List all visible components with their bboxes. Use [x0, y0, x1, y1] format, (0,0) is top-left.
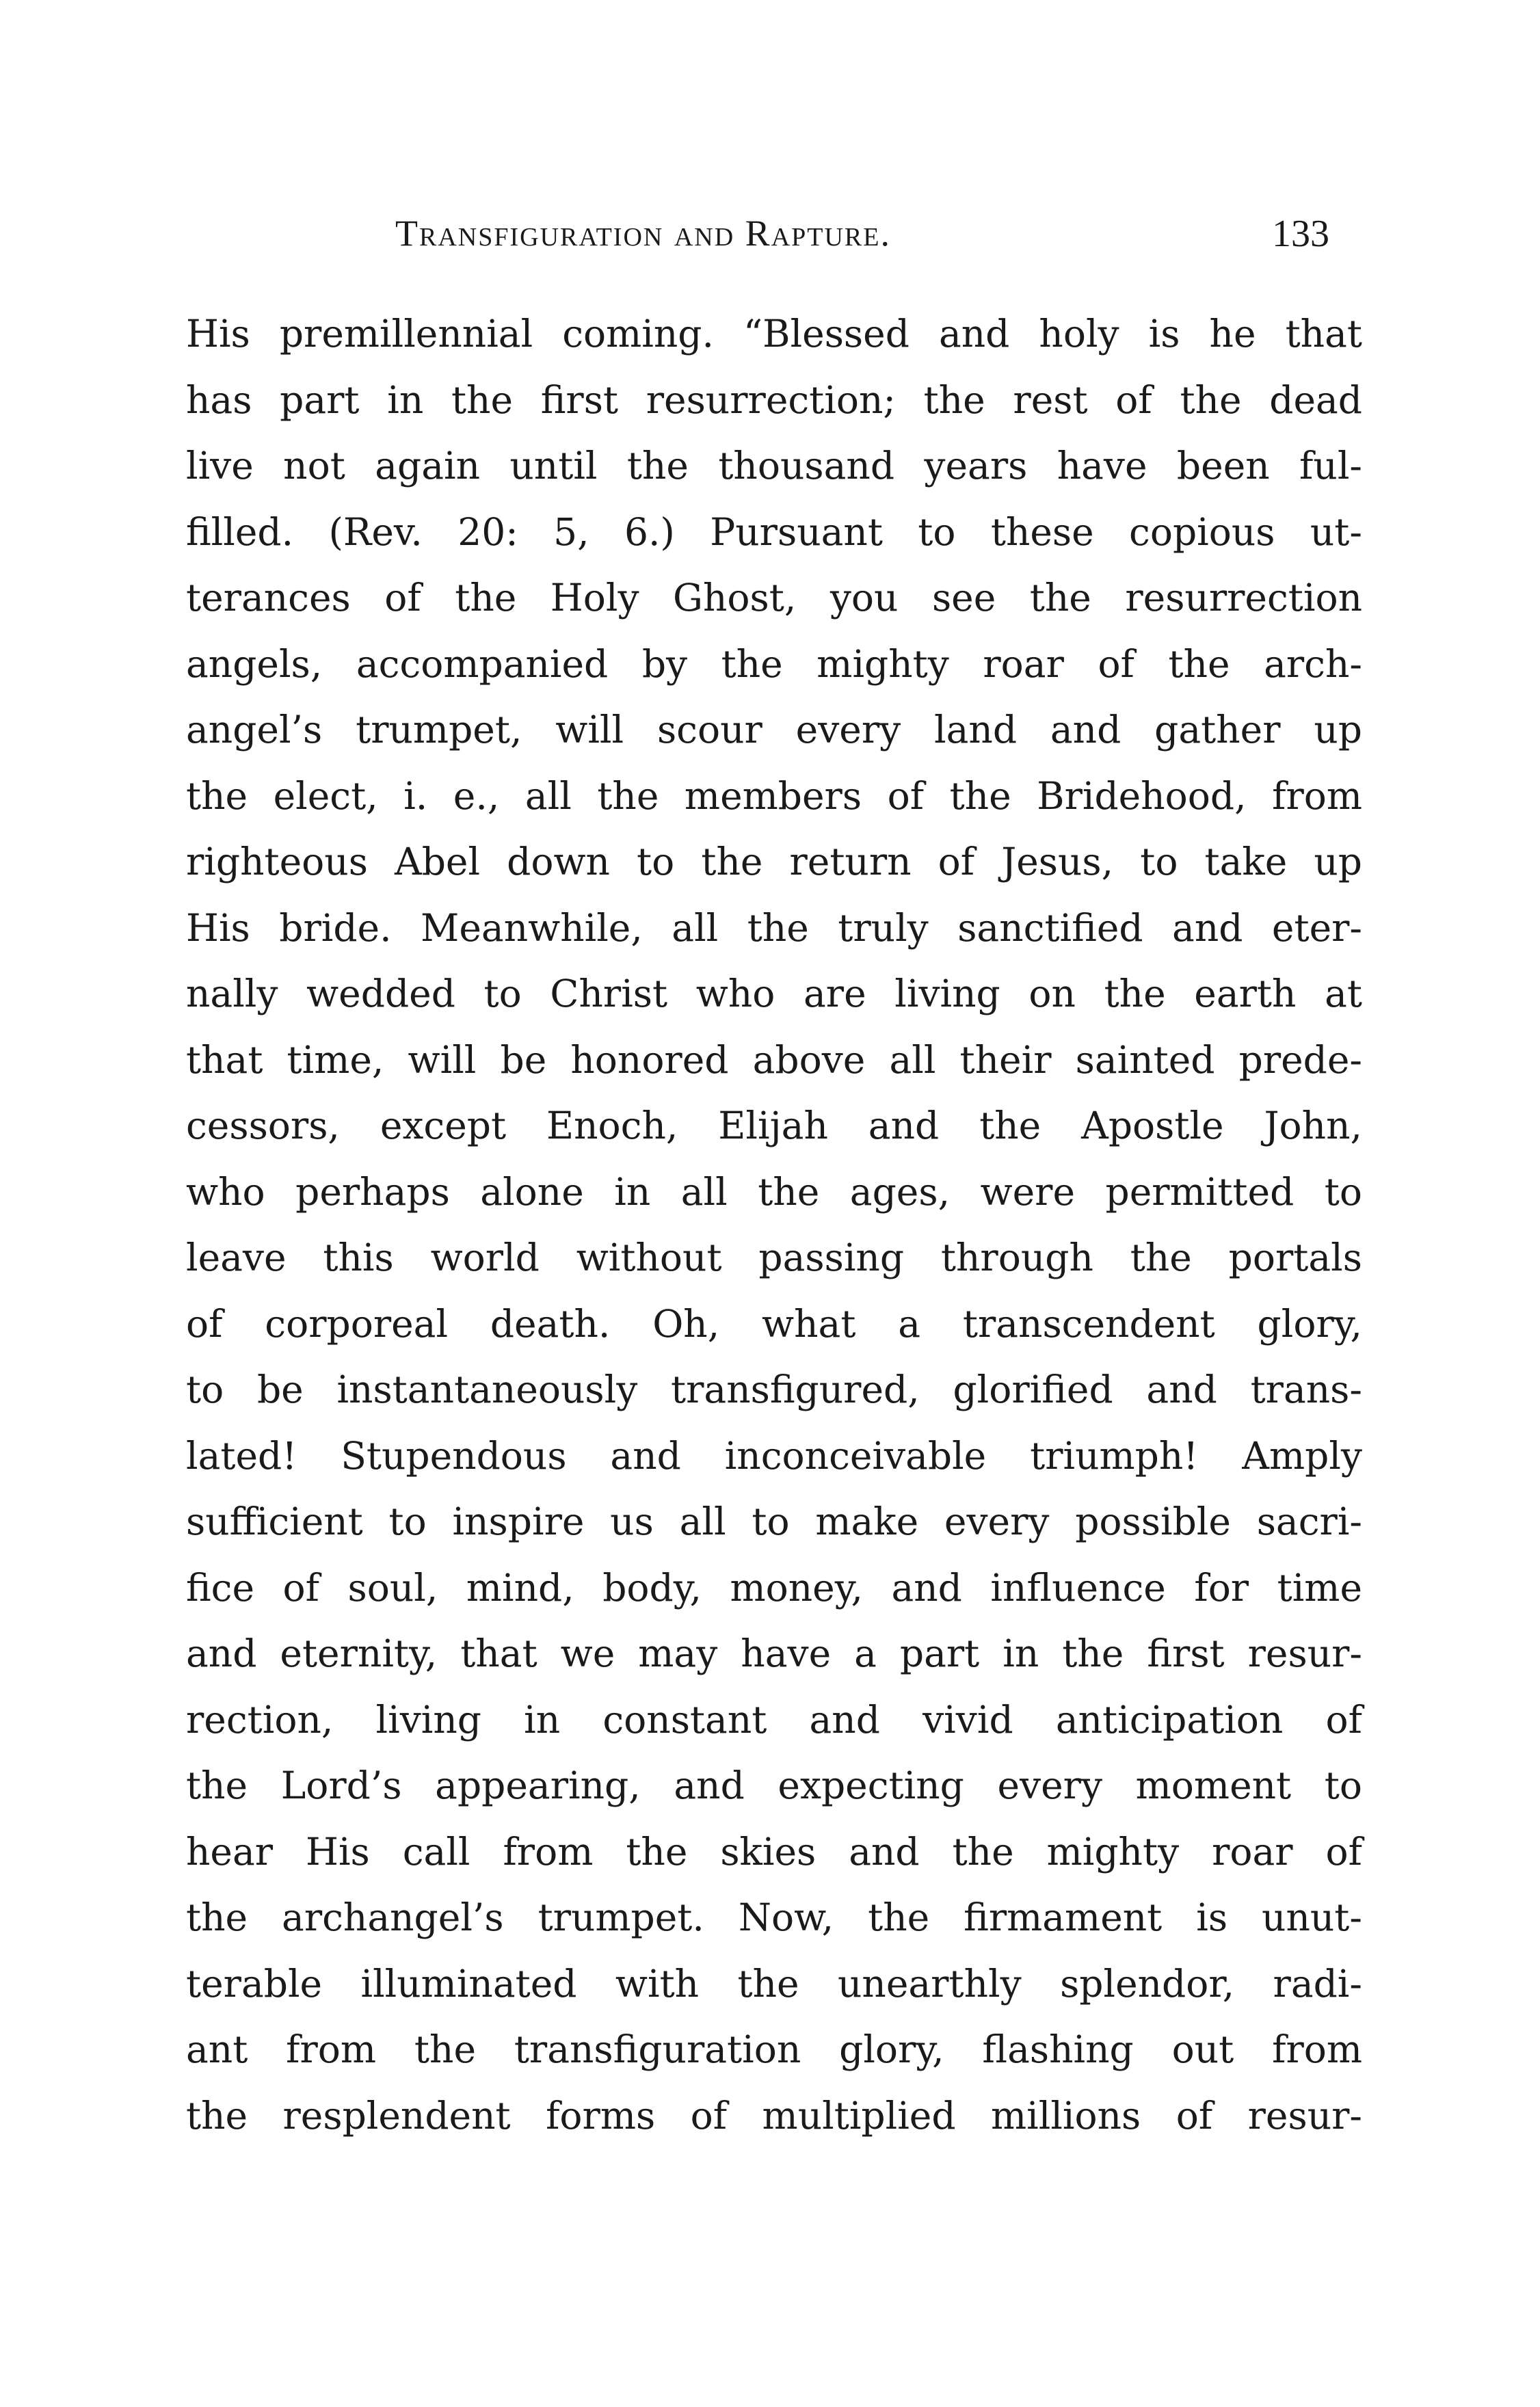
body-text [186, 301, 1362, 2149]
text-line: the Lord’s appearing, and expecting every moment to [186, 1764, 1362, 1807]
text-line: sufficient to inspire us all to make every possible sacri- [186, 1500, 1362, 1543]
text-line: the archangel’s trumpet. Now, the firmament is unut- [186, 1896, 1362, 1939]
text-line: terable illuminated with the unearthly splendor, radi- [186, 1961, 1362, 2006]
text-line: fice of soul, mind, body, money, and influence for time [186, 1565, 1362, 1610]
text-line: of corporeal death. Oh, what a transcendent glory, [186, 1301, 1362, 1346]
text-line: to be instantaneously transfigured, glorified and trans- [186, 1368, 1362, 1411]
text-line: righteous Abel down to the return of Jesus, to take up [186, 840, 1362, 883]
text-line: and eternity, that we may have a part in the first resur- [186, 1632, 1362, 1675]
text-line: has part in the first resurrection; the rest of the dead [186, 377, 1362, 422]
text-line: that time, will be honored above all their sainted prede- [186, 1037, 1362, 1082]
running-title: Transfiguration and Rapture. [395, 213, 891, 254]
text-line: live not again until the thousand years have been ful- [186, 444, 1362, 488]
text-line: the elect, i. e., all the members of the Bridehood, from [186, 773, 1362, 818]
text-line: filled. (Rev. 20: 5, 6.) Pursuant to these copious ut- [186, 509, 1362, 554]
text-line: hear His call from the skies and the mighty roar of [186, 1829, 1362, 1874]
text-line: rection, living in constant and vivid anticipation of [186, 1697, 1362, 1742]
text-line: angel’s trumpet, will scour every land and gather up [186, 708, 1362, 752]
text-line: who perhaps alone in all the ages, were permitted to [186, 1169, 1362, 1214]
running-head [0, 212, 1540, 267]
text-line: leave this world without passing through the portals [186, 1236, 1362, 1279]
text-line: cessors, except Enoch, Elijah and the Apostle John, [186, 1104, 1362, 1147]
text-line: terances of the Holy Ghost, you see the resurrection [186, 576, 1362, 620]
text-line: His premillennial coming. “Blessed and holy is he that [186, 312, 1362, 356]
page-number: 133 [1272, 213, 1329, 255]
text-line: the resplendent forms of multiplied millions of resur- [186, 2093, 1362, 2138]
text-line: lated! Stupendous and inconceivable triumph! Amply [186, 1433, 1362, 1478]
text-line: angels, accompanied by the mighty roar of the arch- [186, 641, 1362, 686]
text-line: His bride. Meanwhile, all the truly sanctified and eter- [186, 905, 1362, 950]
text-line: nally wedded to Christ who are living on the earth at [186, 972, 1362, 1015]
text-line: ant from the transfiguration glory, flashing out from [186, 2027, 1362, 2071]
